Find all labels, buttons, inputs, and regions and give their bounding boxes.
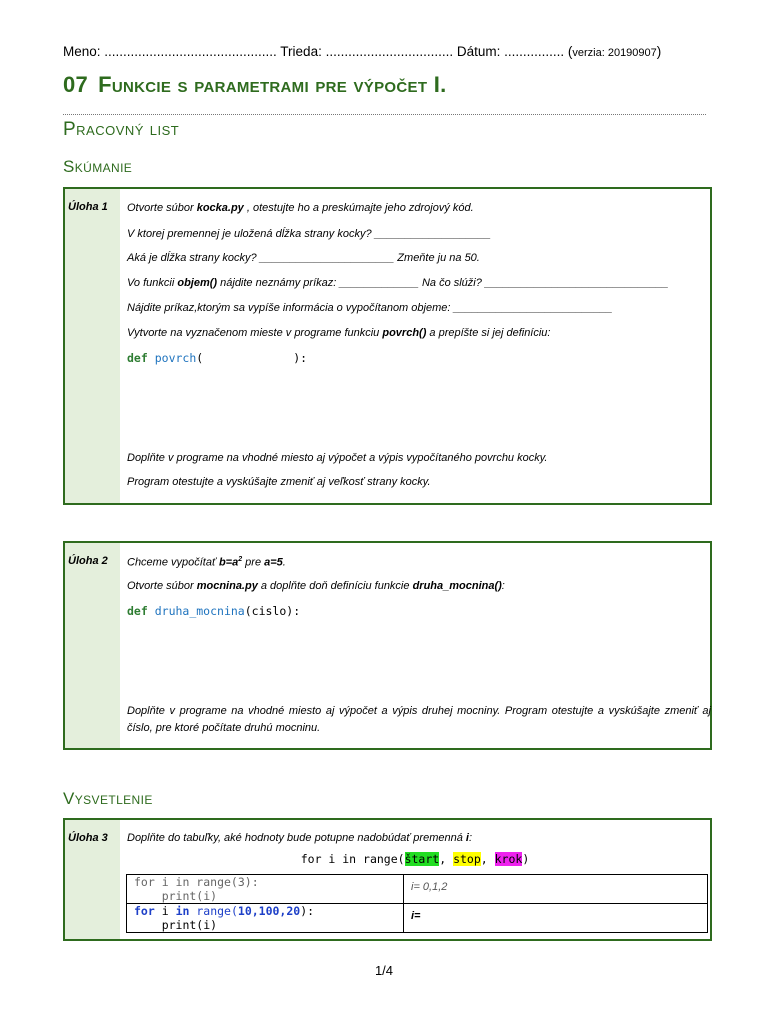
task-1-tag-cell: [65, 189, 120, 503]
range-syntax: for i in range(štart, stop, krok): [300, 852, 530, 866]
task-2-paragraph: Doplňte v programe na vhodné miesto aj výpočet a výpis druhej mocniny. Program otestujte a vyskúšajte zmeniť aj číslo, pre ktoré počítate druhú mocninu.: [127, 705, 711, 734]
task-1-line-6: Vytvorte na vyznačenom mieste v programe funkciu povrch() a prepíšte si jej definíciu:: [127, 327, 551, 339]
task-1-line-2: V ktorej premennej je uložená dĺžka strany kocky? ___________________: [127, 228, 491, 240]
task-1-line-4: Vo funkcii objem() nájdite neznámy príkaz: _____________ Na čo slúži? ______________________________: [127, 277, 669, 289]
task-2-line-1: Chceme vypočítať $b=a^2$ pre a=5.: [127, 556, 286, 569]
subsection-heading-vysvetlenie: Vysvetlenie: [63, 789, 153, 808]
section-heading: Pracovný list: [63, 119, 180, 140]
task-3-tag: Úloha 3: [68, 832, 108, 844]
version-label: verzia: 20190907: [572, 47, 657, 59]
task-1-line-1: Otvorte súbor kocka.py , otestujte ho a preskúmajte jeho zdrojový kód.: [127, 202, 474, 214]
task-3-line-1: Doplňte do tabuľky, aké hodnoty bude potupne nadobúdať premenná i:: [127, 832, 473, 844]
task-1-line-3: Aká je dĺžka strany kocky? ______________________ Zmeňte ju na 50.: [127, 252, 480, 264]
task-2-code: def druha_mocnina(cislo):: [127, 604, 301, 618]
row-1-answer: i= 0,1,2: [404, 875, 708, 904]
task-3-box: [63, 818, 712, 941]
range-table: [126, 874, 708, 933]
table-row: [127, 904, 708, 933]
task-1-code: def povrch( ):: [127, 351, 308, 365]
task-1-line-5: Nájdite príkaz,ktorým sa vypíše informácia o vypočítanom objeme: __________________________: [127, 302, 613, 314]
task-2-line-2: Otvorte súbor mocnina.py a doplňte doň definíciu funkcie druha_mocnina():: [127, 580, 505, 592]
task-3-tag-cell: [65, 820, 120, 939]
task-1-line-8: Program otestujte a vyskúšajte zmeniť aj veľkosť strany kocky.: [127, 476, 431, 488]
row-2-code: for i in range(10,100,20): print(i): [127, 904, 404, 933]
subsection-heading-skumanie: Skúmanie: [63, 157, 133, 176]
task-2-tag: Úloha 2: [68, 555, 108, 567]
header-line: [63, 44, 661, 59]
title-text: Funkcie s parametrami pre výpočet I.: [98, 72, 447, 97]
task-1-tag: Úloha 1: [68, 201, 108, 213]
task-2-tag-cell: [65, 543, 120, 748]
task-2-box: [63, 541, 712, 750]
row-2-answer: i=: [404, 904, 708, 933]
task-1-line-7: Doplňte v programe na vhodné miesto aj výpočet a výpis vypočítaného povrchu kocky.: [127, 452, 548, 464]
table-row: [127, 875, 708, 904]
dotted-divider: [63, 114, 706, 115]
header-fields: Meno: .............................................. Trieda: .................................. Dátum: ................ (: [63, 44, 573, 59]
page-number: 1/4: [374, 963, 394, 978]
task-1-box: [63, 187, 712, 505]
header-close-paren: ): [656, 44, 662, 59]
row-1-code: for i in range(3): print(i): [127, 875, 404, 904]
page-title: [63, 72, 447, 98]
title-number: 07: [63, 72, 89, 97]
